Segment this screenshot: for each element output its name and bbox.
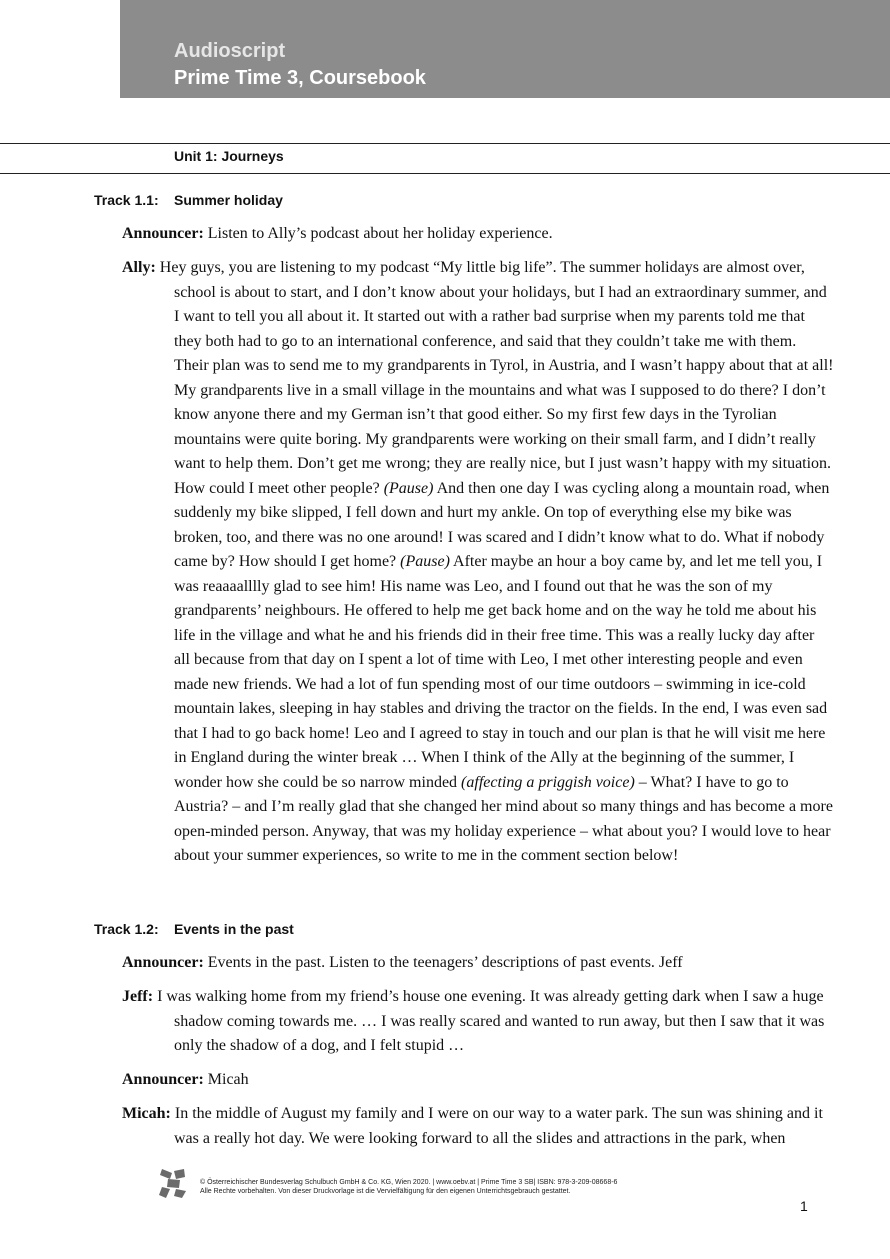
unit-title: Unit 1: Journeys <box>174 148 284 164</box>
track-title: Summer holiday <box>174 192 283 208</box>
announcer-line <box>122 1068 834 1093</box>
announcer-line <box>122 222 834 247</box>
announcer-line <box>122 951 834 976</box>
divider-bottom <box>0 173 890 174</box>
stage-direction: (affecting a priggish voice) <box>461 773 635 791</box>
track-label: Track 1.2: <box>94 921 159 937</box>
speech-text: After maybe an hour a boy came by, and let me tell you, I was reaaaalllly glad to see him! His name was Leo, and I found out that he was the son of my grandparents’ neighbours. He offered to help me get back home and on the way he told me about his life in the village and what he and his friends did in their free time. This was a really lucky day after all because from that day on I spent a lot of time with Leo, I met other interesting people and even made new friends. We had a lot of fun spending most of our time outdoors – swimming in ice-cold mountain lakes, sleeping in hay stables and driving the tractor on the fields. In the end, I was even sad that I had to go back home! Leo and I agreed to stay in touch and our plan is that he will visit me here in England during the winter break … When I think of the Ally at the beginning of the summer, I wonder how she could be so narrow minded <box>174 553 828 791</box>
speech-text: Events in the past. Listen to the teenagers’ descriptions of past events. Jeff <box>203 954 683 971</box>
stage-direction: (Pause) <box>400 553 450 570</box>
copyright-notice <box>200 1178 617 1196</box>
rights-line: Alle Rechte vorbehalten. Von dieser Druckvorlage ist die Vervielfältigung für den eigenen Unterrichtsgebrauch gestattet. <box>200 1188 571 1195</box>
track-heading-1-1 <box>94 192 283 208</box>
speech-text: Listen to Ally’s podcast about her holiday experience. <box>203 225 553 242</box>
publisher-logo-icon <box>158 1167 188 1199</box>
speech-text: In the middle of August my family and I were on our way to a water park. The sun was shining and it was a really hot day. We were looking forward to all the slides and attractions in the park, when <box>170 1105 823 1147</box>
jeff-speech <box>122 985 834 1059</box>
speaker-name: Jeff: <box>122 988 154 1005</box>
page-number: 1 <box>800 1198 808 1214</box>
track-heading-1-2 <box>94 921 294 937</box>
stage-direction: (Pause) <box>383 479 434 497</box>
divider-top <box>0 143 890 144</box>
micah-speech <box>122 1102 834 1151</box>
ally-speech <box>122 256 834 869</box>
speech-text: – What? I have to go to Austria? – and I’m really glad that she changed her mind about so many things and has become a more open-minded person. Anyway, that was my holiday experience – what about you? I would love to hear about your summer experiences, so write to me in the comment section below! <box>174 773 833 864</box>
speech-text: And then one day I was cycling along a mountain road, when suddenly my bike slipped, I fell down and hurt my ankle. On top of everything else my bike was broken, too, and there was no one around! I was scared and I didn’t know what to do. What if nobody came by? How should I get home? <box>174 479 830 570</box>
track-title: Events in the past <box>174 921 294 937</box>
speaker-name: Micah: <box>122 1105 171 1122</box>
track-label: Track 1.1: <box>94 192 159 208</box>
header-subtitle: Prime Time 3, Coursebook <box>174 67 426 89</box>
copyright-line: © Österreichischer Bundesverlag Schulbuch GmbH & Co. KG, Wien 2020. | www.oebv.at | Prime Time 3 SB| ISBN: 978-3-209-08668-6 <box>200 1179 618 1186</box>
speech-text: I was walking home from my friend’s house one evening. It was already getting dark when I saw a huge shadow coming towards me. … I was really scared and wanted to run away, but then I saw that it was only the shadow of a dog, and I felt stupid … <box>153 988 825 1054</box>
speech-text: Hey guys, you are listening to my podcast “My little big life”. The summer holidays are almost over, school is about to start, and I don’t know about your holidays, but I had an extraordinary summer, and I want to tell you all about it. It started out with a rather bad surprise when my parents told me that they both had to go to an international conference, and said that they couldn’t take me with them. Their plan was to send me to my grandparents in Tyrol, in Austria, and I wasn’t happy about that at all! My grandparents live in a small village in the mountains and what was I supposed to do there? I don’t know anyone there and my German isn’t that good either. So my first few days in the Tyrolian mountains were quite boring. My grandparents were working on their small farm, and I didn’t really want to help them. Don’t get me wrong; they are really nice, but I just wasn’t happy with my situation. How could I meet other people? <box>155 259 834 497</box>
speech-text: Micah <box>203 1071 249 1088</box>
speaker-name: Announcer: <box>122 225 204 242</box>
header-title: Audioscript <box>174 40 286 62</box>
speaker-name: Ally: <box>122 259 156 276</box>
speaker-name: Announcer: <box>122 954 204 971</box>
speaker-name: Announcer: <box>122 1071 204 1088</box>
